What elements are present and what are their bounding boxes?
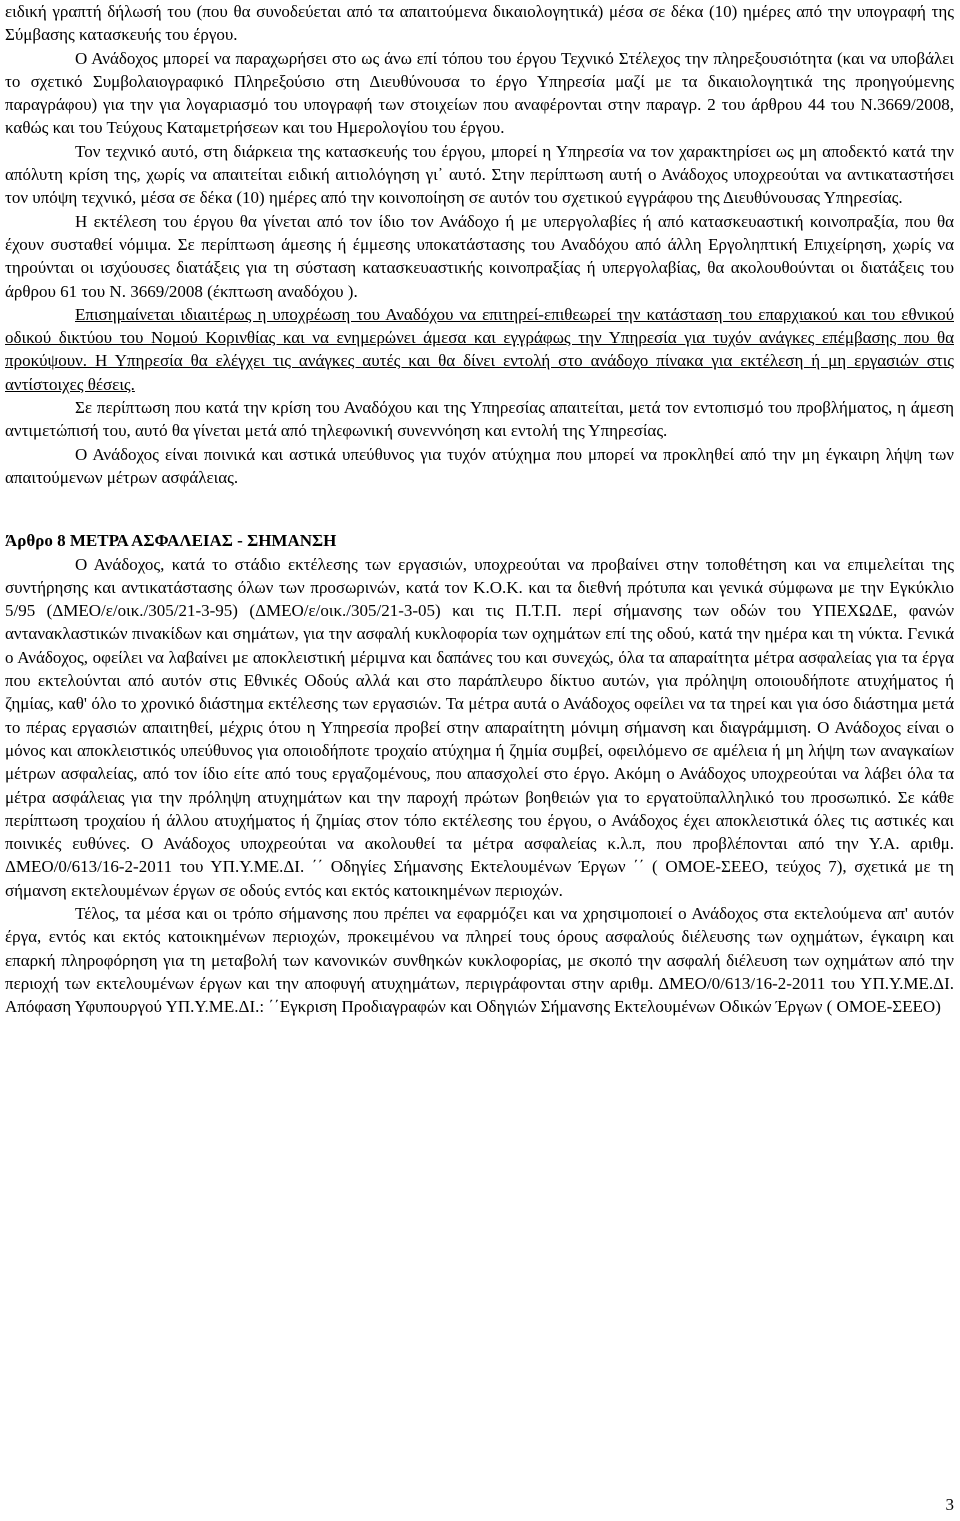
paragraph-8: Τέλος, τα μέσα και οι τρόπο σήμανσης που πρέπει να εφαρμόζει και να χρησιμοποιεί ο Ανάδοχος στα εκτελούμενα απ' αυτόν έργα, εντός και εκτός κατοικημένων περιοχών, προκειμένου να πληρεί τους όρους ασφαλούς διέλευσης των οχημάτων, έγκαιρη και επαρκή πληροφόρηση για τη μεταβολή των κανονικών συνθηκών κυκλοφορίας, με σκοπό την ασφαλή διέλευση των οχημάτων από την περιοχή των εκτελουμένων έργων και την αποφυγή ατυχημάτων, περιγράφονται στην αριθμ. ΔΜΕΟ/0/613/16-2-2011 του ΥΠ.Υ.ΜΕ.ΔΙ. Απόφαση Υφυπουργού ΥΠ.Υ.ΜΕ.ΔΙ.: ΄΄Εγκριση Προδιαγραφών και Οδηγιών Σήμανσης Εκτελουμένων Οδικών Έργων ( ΟΜΟΕ-ΣΕΕΟ) (5, 903, 954, 1017)
paragraph-5: Σε περίπτωση που κατά την κρίση του Αναδόχου και της Υπηρεσίας απαιτείται, μετά τον εντοπισμό του προβλήματος, η άμεση αντιμετώπισή του, αυτό θα γίνεται μετά από τηλεφωνική συνεννόηση και εντολή της Υπηρεσίας. (5, 398, 954, 441)
article-heading: Άρθρο 8 ΜΕΤΡΑ ΑΣΦΑΛΕΙΑΣ - ΣΗΜΑΝΣΗ (5, 531, 337, 551)
spacer (5, 489, 954, 527)
paragraph-2: Ο Ανάδοχος μπορεί να παραχωρήσει στο ως άνω επί τόπου του έργου Τεχνικό Στέλεχος την πληρεξουσιότητα (και να υποβάλει το σχετικό Συμβολαιογραφικό Πληρεξούσιο στη Διευθύνουσα το έργο Υπηρεσία μαζί με τα δικαιολογητικά της προηγούμενης παραγράφου) για την για λογαριασμό του υπογραφή των στοιχείων που αναφέρονται στην παραγρ. 2 του άρθρου 44 του Ν.3669/2008, καθώς και του Τεύχους Καταμετρήσεων και του Ημερολογίου του έργου. (5, 48, 954, 138)
page-number: 3 (945, 1495, 954, 1514)
paragraph-6: Ο Ανάδοχος είναι ποινικά και αστικά υπεύθυνος για τυχόν ατύχημα που μπορεί να προκληθεί από την μη έγκαιρη λήψη των απαιτούμενων μέτρων ασφάλειας. (5, 444, 954, 487)
paragraph-3: Τον τεχνικό αυτό, στη διάρκεια της κατασκευής του έργου, μπορεί η Υπηρεσία να τον χαρακτηρίσει ως μη αποδεκτό κατά την απόλυτη κρίση της, χωρίς να απαιτείται ειδική αιτιολόγηση γι᾽ αυτό. Στην περίπτωση αυτή ο Ανάδοχος υποχρεούται να αντικαταστήσει τον υπόψη τεχνικό, μέσα σε δέκα (10) ημέρες από την κοινοποίηση σε αυτόν του σχετικού εγγράφου της Διευθύνουσας Υπηρεσίας. (5, 141, 954, 208)
paragraph-1: ειδική γραπτή δήλωσή του (που θα συνοδεύεται από τα απαιτούμενα δικαιολογητικά) μέσα σε δέκα (10) ημέρες από την υπογραφή της Σύμβασης κατασκευής του έργου. (5, 2, 954, 45)
paragraph-7: Ο Ανάδοχος, κατά το στάδιο εκτέλεσης των εργασιών, υποχρεούται να προβαίνει στην τοποθέτηση και να επιμελείται της συντήρησης και αντικατάστασης όλων των προσωρινών, κατά τον Κ.Ο.Κ. και τα διεθνή πρότυπα και γενικά σύμφωνα με την Εγκύκλιο 5/95 (ΔΜΕΟ/ε/οικ./305/21-3-95) (ΔΜΕΟ/ε/οικ./305/21-3-05) και τις Π.Τ.Π. περί σήμανσης των οδών του ΥΠΕΧΩΔΕ, φανών αντανακλαστικών πινακίδων και σημάτων, για την ασφαλή κυκλοφορία των οχημάτων επί της οδού, κατά την ημέρα και τη νύκτα. Γενικά ο Ανάδοχος, οφείλει να λαβαίνει με αποκλειστική μέριμνα και δαπάνες του και συνεχώς, όλα τα απαραίτητα μέτρα ασφαλείας για τα έργα που εκτελούνται από αυτόν στις Εθνικές Οδούς αλλά και στο παράπλευρο δίκτυο αυτών, για πρόληψη οποιουδήποτε ατυχήματος ή ζημίας, καθ' όλο το χρονικό διάστημα εκτέλεσης των εργασιών. Τα μέτρα αυτά ο Ανάδοχος οφείλει να τα τηρεί και για όσο διάστημα μετά το πέρας εργασιών απαιτηθεί, μέχρις ότου η Υπηρεσία προβεί στην απαραίτητη μόνιμη σήμανση και διαγράμμιση. Ο Ανάδοχος είναι ο μόνος και αποκλειστικός υπεύθυνος για οποιοδήποτε τροχαίο ατύχημα ή ζημία συμβεί, οφειλόμενο σε αμέλεια ή μη λήψη των αναγκαίων μέτρων ασφαλείας, από τον ίδιο είτε από τους εργαζομένους, που απασχολεί στο έργο. Ακόμη ο Ανάδοχος υποχρεούται να λάβει όλα τα μέτρα ασφάλειας για την πρόληψη ατυχημάτων και την παροχή πρώτων βοηθειών για το εργατοϋπαλληλικό του προσωπικό. Σε κάθε περίπτωση τροχαίου ή άλλου ατυχήματος ή ζημίας στον τόπο εκτέλεσης του έργου, ο Ανάδοχος έχει αποκλειστικά όλες τις αστικές και ποινικές ευθύνες. Ο Ανάδοχος υποχρεούται να ακολουθεί τα μέτρα ασφαλείας κ.λ.π, που προβλέπονται από την Υ.Α. αριθμ. ΔΜΕΟ/0/613/16-2-2011 του ΥΠ.Υ.ΜΕ.ΔΙ. ΄΄ Οδηγίες Σήμανσης Εκτελουμένων Έργων ΄΄ ( ΟΜΟΕ-ΣΕΕΟ, τεύχος 7), σχετικά με τη σήμανση εκτελουμένων έργων σε οδούς εντός και εκτός κατοικημένων περιοχών. (5, 554, 954, 900)
underlined-paragraph: Επισημαίνεται ιδιαιτέρως η υποχρέωση του Αναδόχου να επιτηρεί-επιθεωρεί την κατάσταση του επαρχιακού και του εθνικού οδικού δικτύου του Νομού Κορινθίας και να ενημερώνει άμεσα και εγγράφως την Υπηρεσία για τυχόν ανάγκες επέμβασης που θα προκύψουν. Η Υπηρεσία θα ελέγχει τις ανάγκες αυτές και θα δίνει εντολή στο ανάδοχο πίνακα για εκτέλεση ή μη εργασιών στις αντίστοιχες θέσεις. (5, 304, 954, 394)
document-page (5, 0, 954, 1018)
paragraph-4: Η εκτέλεση του έργου θα γίνεται από τον ίδιο τον Ανάδοχο ή με υπεργολαβίες ή από κατασκευαστική κοινοπραξία, που θα έχουν συσταθεί νόμιμα. Σε περίπτωση άμεσης ή έμμεσης υποκατάστασης του Αναδόχου από άλλη Εργοληπτική Επιχείρηση, χωρίς να τηρούνται οι ισχύουσες διατάξεις για τη σύσταση κατασκευαστικής κοινοπραξίας ή υπεργολαβίας, θα ακολουθούνται οι διατάξεις του άρθρου 61 του Ν. 3669/2008 (έκπτωση αναδόχου ). (5, 211, 954, 301)
